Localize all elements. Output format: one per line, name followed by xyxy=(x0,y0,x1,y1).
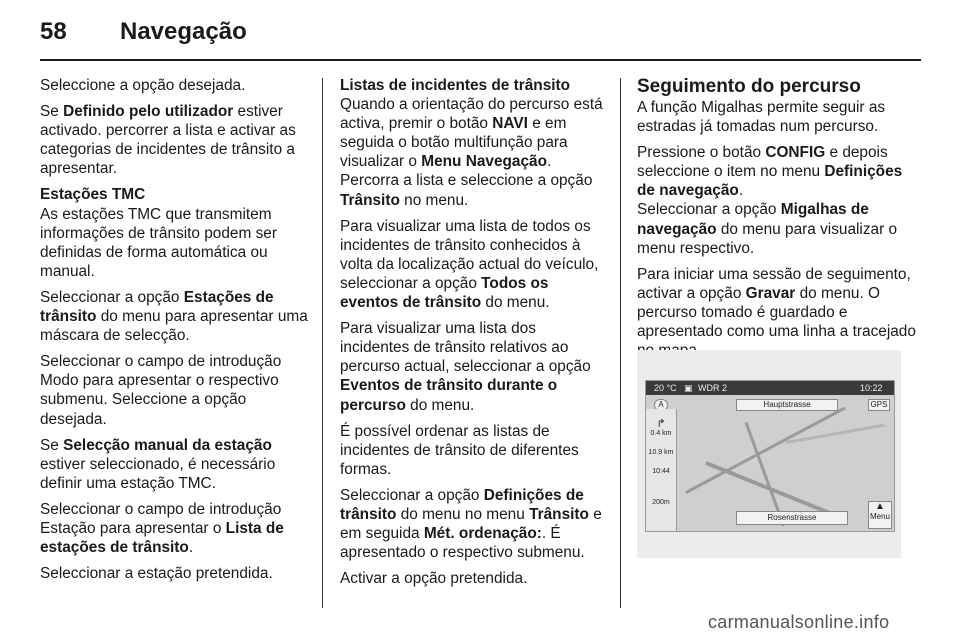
turn-arrow-icon: ↱ xyxy=(656,418,666,430)
paragraph: Se Definido pelo utilizador estiver activado. percorrer a lista e activar as categorias de incidentes de trânsito a apresentar. xyxy=(40,103,296,178)
paragraph: A função Migalhas permite seguir as estradas já tomadas num percurso. xyxy=(637,99,886,136)
temperature: 20 °C xyxy=(654,383,677,393)
column-divider-2 xyxy=(620,78,621,608)
page-number: 58 xyxy=(40,18,67,45)
radio-station: WDR 2 xyxy=(698,383,727,393)
map-road xyxy=(786,424,885,444)
paragraph: Pressione o botão CONFIG e depois seleccione o item no menu Definições de navegação. xyxy=(637,144,903,200)
distance-to-turn: 0.4 km xyxy=(650,430,672,437)
radio-icon: ▣ xyxy=(684,383,693,393)
menu-label: Menu xyxy=(869,512,890,521)
paragraph: Para visualizar uma lista de todos os incidentes de trânsito conhecidos à volta da localização actual do veículo, seleccionar a opção Todos os eventos de trânsito do menu. xyxy=(340,217,599,312)
nav-screen xyxy=(645,380,895,532)
navigation-screenshot-figure xyxy=(637,350,901,558)
paragraph: Seleccione a opção desejada. xyxy=(40,77,246,94)
paragraph: Quando a orientação do percurso está activa, premir o botão NAVI e em seguida o botão multifunção para visualizar o Menu Navegação. xyxy=(340,96,603,171)
paragraph: Se Selecção manual da estação estiver seleccionado, é necessário definir uma estação TMC. xyxy=(40,436,276,492)
clock: 10:22 xyxy=(860,383,883,393)
paragraph: Seleccionar a opção Migalhas de navegação do menu para visualizar o menu respectivo. xyxy=(637,201,898,257)
chapter-title: Navegação xyxy=(120,18,247,45)
paragraph: Seleccionar a estação pretendida. xyxy=(40,565,273,583)
section-heading-tmc: Estações TMC xyxy=(40,186,146,204)
status-bar xyxy=(646,381,894,395)
paragraph: Seleccionar o campo de introdução Estação para apresentar o Lista de estações de trânsito. xyxy=(40,500,284,557)
section-heading-tracking: Seguimento do percurso xyxy=(637,76,861,97)
paragraph: Seleccionar a opção Estações de trânsito do menu para apresentar uma máscara de selecção. xyxy=(40,288,308,345)
map-scale: 200m xyxy=(652,499,670,506)
paragraph: Activar a opção pretendida. xyxy=(340,570,528,588)
paragraph: Seleccionar o campo de introdução Modo para apresentar o respectivo submenu. Seleccione a opção desejada. xyxy=(40,353,282,428)
paragraph: É possível ordenar as listas de incidentes de trânsito de diferentes formas. xyxy=(340,422,579,478)
header-rule xyxy=(40,59,921,61)
column-divider-1 xyxy=(322,78,323,608)
guidance-panel xyxy=(646,409,677,531)
page-header xyxy=(40,18,920,60)
current-street-bottom: Rosenstrasse xyxy=(736,511,848,525)
distance-to-destination: 10.9 km xyxy=(648,449,674,456)
paragraph: As estações TMC que transmitem informações de trânsito podem ser definidas de forma automática ou manual. xyxy=(40,205,277,280)
current-street-top: Hauptstrasse xyxy=(736,399,838,411)
paragraph: Seleccionar a opção Definições de trânsito do menu no menu Trânsito e em seguida Mét. ordenação:. É apresentado o respectivo submenu. xyxy=(340,486,602,562)
compass-icon[interactable]: A xyxy=(654,399,668,411)
gps-indicator: GPS xyxy=(868,399,890,411)
paragraph: Percorra a lista e seleccione a opção Trânsito no menu. xyxy=(340,172,593,209)
watermark: carmanualsonline.info xyxy=(708,612,890,632)
column-2 xyxy=(340,76,608,595)
arrival-time: 10:44 xyxy=(652,468,670,475)
section-heading-incident-lists: Listas de incidentes de trânsito xyxy=(340,77,571,94)
menu-button[interactable] xyxy=(868,501,892,529)
car-icon: ▲ xyxy=(875,501,885,512)
paragraph: Para visualizar uma lista dos incidentes de trânsito relativos ao percurso actual, seleccionar a opção Eventos de trânsito durante o percurso do menu. xyxy=(340,320,591,414)
column-1 xyxy=(40,76,308,590)
paragraph: Para iniciar uma sessão de seguimento, activar a opção Gravar do menu. O percurso tomado é guardado e apresentado como uma linha a tracejado xyxy=(637,265,916,341)
column-3 xyxy=(637,76,922,367)
